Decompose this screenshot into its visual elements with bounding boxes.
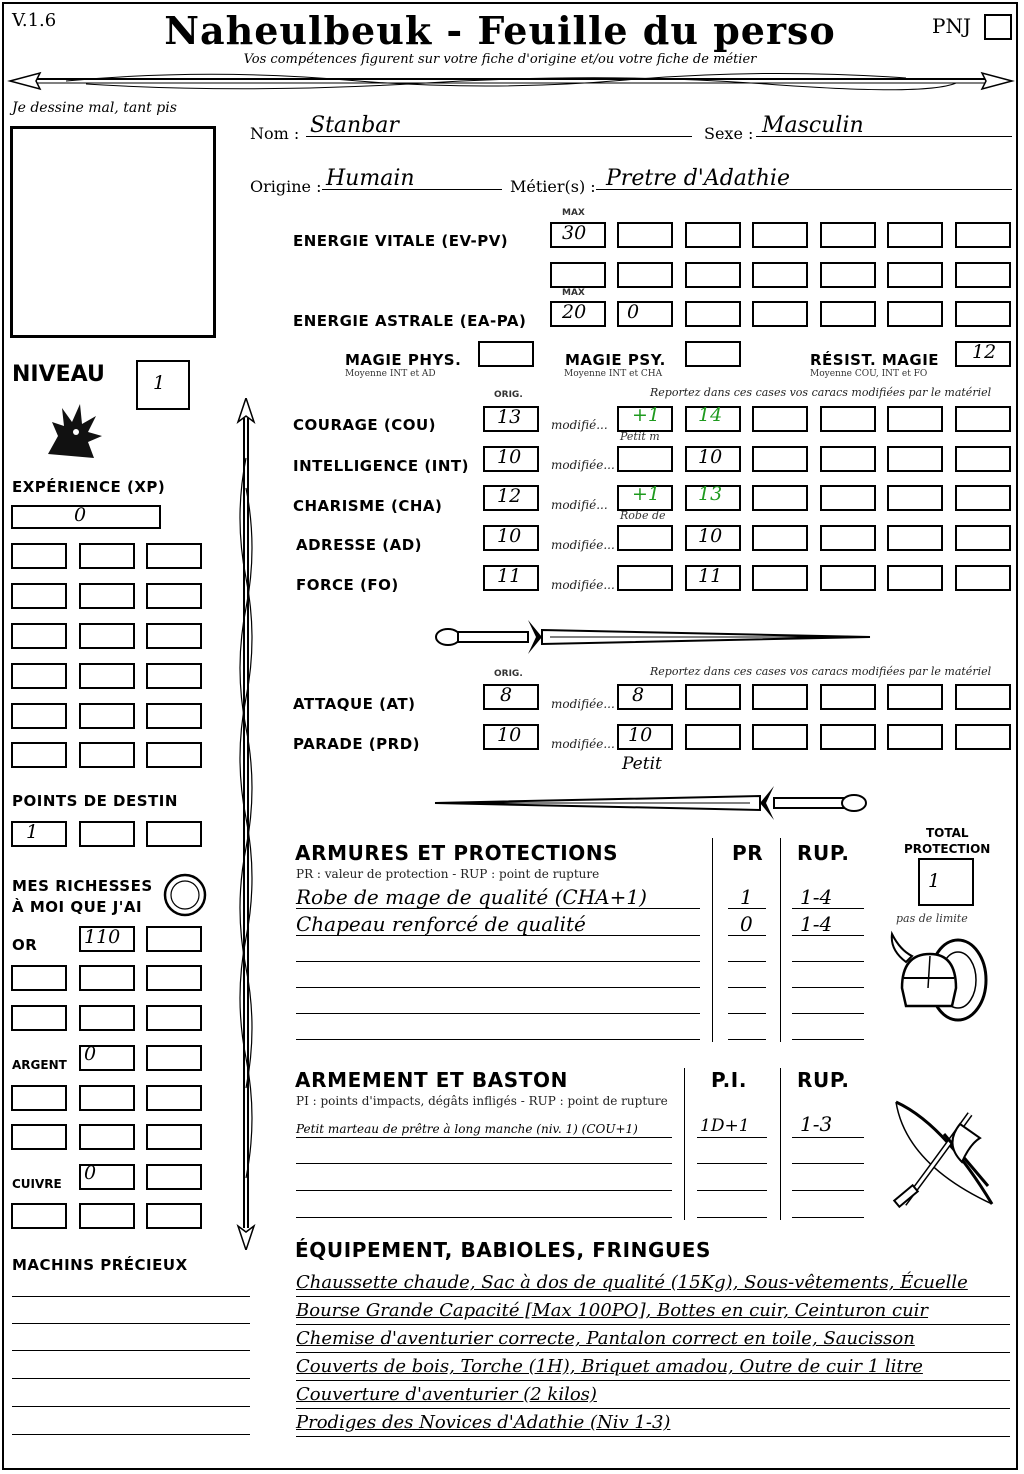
stat-mod-label: modifié... — [551, 498, 608, 512]
equipement-title: ÉQUIPEMENT, BABIOLES, FRINGUES — [295, 1238, 712, 1262]
machins-line[interactable] — [12, 1350, 250, 1351]
stat-extra-box[interactable] — [887, 485, 943, 511]
orig-label: ORIG. — [494, 390, 523, 400]
machins-line[interactable] — [12, 1378, 250, 1379]
stat-extra-box[interactable] — [955, 446, 1011, 472]
stat-extra-box[interactable] — [955, 565, 1011, 591]
stat-mod-label: modifiée... — [551, 538, 615, 552]
sexe-label: Sexe : — [704, 124, 754, 143]
armement-rup-label: RUP. — [797, 1068, 850, 1092]
stat-mod-label: modifiée... — [551, 458, 615, 472]
argent-label: ARGENT — [12, 1058, 67, 1072]
stat-mod-box[interactable] — [617, 525, 673, 551]
combat-extra-box[interactable] — [752, 724, 808, 750]
combat-extra-box[interactable] — [887, 724, 943, 750]
or-label: OR — [12, 936, 38, 954]
armure-name[interactable]: Chapeau renforcé de qualité — [296, 912, 586, 936]
stat-label: ADRESSE (AD) — [296, 536, 423, 554]
xp-grid-box[interactable] — [11, 703, 67, 729]
equipement-line[interactable]: Prodiges des Novices d'Adathie (Niv 1-3) — [296, 1412, 671, 1433]
stat-value: 10 — [698, 525, 723, 547]
stat-orig-value: 10 — [497, 525, 522, 547]
stat-extra-box[interactable] — [752, 565, 808, 591]
or-box[interactable] — [79, 965, 135, 991]
nom-value[interactable]: Stanbar — [310, 113, 399, 138]
armure-line[interactable] — [296, 1013, 700, 1014]
destin-box[interactable] — [146, 821, 202, 847]
xp-grid-box[interactable] — [146, 543, 202, 569]
stat-label: INTELLIGENCE (INT) — [293, 457, 469, 475]
machins-line[interactable] — [12, 1323, 250, 1324]
ev-box[interactable] — [887, 262, 943, 288]
armure-line[interactable] — [296, 987, 700, 988]
armures-note: PR : valeur de protection - RUP : point de rupture — [296, 867, 600, 881]
argent-box[interactable] — [11, 1124, 67, 1150]
stat-extra-box[interactable] — [820, 406, 876, 432]
xp-grid-box[interactable] — [11, 543, 67, 569]
stat-extra-box[interactable] — [820, 565, 876, 591]
stat-mod-note: Petit m — [620, 430, 660, 443]
armure-rup[interactable]: 1-4 — [800, 912, 833, 936]
combat-mod-label: modifiée... — [551, 697, 615, 711]
stat-extra-box[interactable] — [955, 406, 1011, 432]
magie-psy-label: MAGIE PSY. — [565, 351, 666, 369]
portrait-label: Je dessine mal, tant pis — [12, 100, 177, 116]
resist-magie-value: 12 — [972, 341, 997, 363]
arme-line[interactable] — [296, 1190, 672, 1191]
armures-rup-label: RUP. — [797, 841, 850, 865]
arme-name[interactable]: Petit marteau de prêtre à long manche (niv. 1) (COU+1) — [296, 1122, 638, 1136]
xp-grid-box[interactable] — [79, 703, 135, 729]
ea-label: ENERGIE ASTRALE (EA-PA) — [293, 312, 527, 330]
report-note: Reportez dans ces cases vos caracs modifiées par le matériel — [650, 386, 992, 399]
xp-grid-box[interactable] — [11, 742, 67, 768]
report-note: Reportez dans ces cases vos caracs modifiées par le matériel — [650, 665, 992, 678]
stat-orig-value: 11 — [497, 565, 522, 587]
armement-divider — [684, 1068, 685, 1220]
equipement-line[interactable]: Bourse Grande Capacité [Max 100PO], Bottes en cuir, Ceinturon cuir — [296, 1300, 929, 1321]
sword-illustration — [430, 612, 875, 662]
sword-illustration — [430, 778, 875, 828]
sheet-title: Naheulbeuk - Feuille du perso — [164, 8, 836, 53]
stat-mod-value: +1 — [632, 483, 661, 505]
stat-orig-value: 13 — [497, 406, 522, 428]
stat-orig-value: 10 — [497, 446, 522, 468]
helmet-shield-icon — [886, 928, 998, 1030]
or-value: 110 — [84, 926, 121, 948]
arme-rup[interactable]: 1-3 — [800, 1112, 833, 1136]
machins-label: MACHINS PRÉCIEUX — [12, 1256, 188, 1274]
destin-label: POINTS DE DESTIN — [12, 792, 178, 810]
dragon-icon — [40, 396, 106, 464]
pnj-checkbox[interactable] — [984, 14, 1012, 40]
stat-extra-box[interactable] — [752, 446, 808, 472]
metier-value[interactable]: Pretre d'Adathie — [606, 166, 790, 191]
argent-box[interactable] — [11, 1085, 67, 1111]
total-protection-box[interactable] — [918, 858, 974, 906]
magie-phys-note: Moyenne INT et AD — [345, 369, 436, 379]
subtitle: Vos compétences figurent sur votre fiche d'origine et/ou votre fiche de métier — [243, 52, 757, 67]
stat-mod-label: modifiée... — [551, 578, 615, 592]
ea-box[interactable] — [887, 301, 943, 327]
armure-pr[interactable]: 0 — [740, 912, 753, 936]
cuivre-box[interactable] — [79, 1203, 135, 1229]
xp-grid-box[interactable] — [79, 623, 135, 649]
xp-grid-box[interactable] — [146, 663, 202, 689]
coin-icon — [162, 872, 208, 918]
xp-grid-box[interactable] — [11, 623, 67, 649]
ev-box[interactable] — [685, 222, 741, 248]
argent-box[interactable] — [79, 1124, 135, 1150]
magie-phys-box[interactable] — [478, 341, 534, 367]
ev-label: ENERGIE VITALE (EV-PV) — [293, 232, 509, 250]
stat-extra-box[interactable] — [752, 485, 808, 511]
or-box[interactable] — [79, 1005, 135, 1031]
version-label: V.1.6 — [12, 10, 57, 31]
or-box[interactable] — [11, 1005, 67, 1031]
orig-label: ORIG. — [494, 669, 523, 679]
stat-extra-box[interactable] — [955, 485, 1011, 511]
ea-max-label: MAX — [562, 288, 585, 298]
stat-value: 11 — [698, 565, 723, 587]
resist-magie-note: Moyenne COU, INT et FO — [810, 369, 928, 379]
stat-extra-box[interactable] — [887, 525, 943, 551]
stat-mod-value: +1 — [632, 404, 661, 426]
ev-box[interactable] — [820, 262, 876, 288]
armure-pr[interactable]: 1 — [740, 885, 753, 909]
combat-extra-box[interactable] — [887, 684, 943, 710]
destin-box[interactable] — [11, 821, 67, 847]
ev-box[interactable] — [887, 222, 943, 248]
stat-mod-label: modifié... — [551, 418, 608, 432]
xp-grid-box[interactable] — [79, 543, 135, 569]
stat-extra-box[interactable] — [752, 525, 808, 551]
combat-value: 8 — [632, 684, 645, 706]
or-box[interactable] — [11, 965, 67, 991]
stat-orig-value: 12 — [497, 485, 522, 507]
equipement-line[interactable]: Chaussette chaude, Sac à dos de qualité (15Kg), Sous-vêtements, Écuelle — [296, 1272, 968, 1293]
armure-line[interactable] — [296, 961, 700, 962]
or-box[interactable] — [146, 965, 202, 991]
metier-label: Métier(s) : — [510, 177, 596, 196]
argent-box[interactable] — [146, 1045, 202, 1071]
ev-box[interactable] — [685, 262, 741, 288]
cuivre-label: CUIVRE — [12, 1177, 62, 1191]
ea-max-value: 20 — [562, 301, 587, 323]
stat-extra-box[interactable] — [752, 406, 808, 432]
stat-extra-box[interactable] — [887, 406, 943, 432]
combat-extra-box[interactable] — [955, 724, 1011, 750]
combat-extra-box[interactable] — [820, 684, 876, 710]
sexe-value[interactable]: Masculin — [762, 113, 864, 138]
xp-grid-box[interactable] — [79, 583, 135, 609]
armures-title: ARMURES ET PROTECTIONS — [295, 841, 619, 865]
armures-divider — [780, 838, 781, 1042]
machins-line[interactable] — [12, 1406, 250, 1407]
combat-label: PARADE (PRD) — [293, 735, 421, 753]
protection-label: PROTECTION — [904, 842, 991, 856]
parade-note: Petit — [622, 754, 662, 774]
ev-max-label: MAX — [562, 208, 585, 218]
argent-box[interactable] — [146, 1124, 202, 1150]
niveau-label: NIVEAU — [12, 362, 105, 387]
xp-grid-box[interactable] — [146, 583, 202, 609]
ea-box[interactable] — [752, 301, 808, 327]
combat-extra-box[interactable] — [820, 724, 876, 750]
ev-box[interactable] — [955, 222, 1011, 248]
armure-name[interactable]: Robe de mage de qualité (CHA+1) — [296, 885, 647, 909]
argent-box[interactable] — [79, 1085, 135, 1111]
equipement-line[interactable]: Chemise d'aventurier correcte, Pantalon correct en toile, Saucisson — [296, 1328, 915, 1349]
portrait-box[interactable] — [10, 126, 216, 338]
stat-mod-note: Robe de — [620, 509, 666, 522]
stat-label: FORCE (FO) — [296, 576, 399, 594]
argent-box[interactable] — [146, 1085, 202, 1111]
stat-label: CHARISME (CHA) — [293, 497, 443, 515]
xp-grid-box[interactable] — [146, 623, 202, 649]
ea-box[interactable] — [820, 301, 876, 327]
armement-title: ARMEMENT ET BASTON — [295, 1068, 568, 1092]
origine-value[interactable]: Humain — [326, 166, 415, 191]
stat-extra-box[interactable] — [887, 446, 943, 472]
stat-value: 13 — [698, 483, 723, 505]
armures-divider — [712, 838, 713, 1042]
stat-mod-box[interactable] — [617, 446, 673, 472]
combat-extra-box[interactable] — [955, 684, 1011, 710]
pnj-label: PNJ — [932, 14, 971, 38]
stat-extra-box[interactable] — [820, 525, 876, 551]
ev-box[interactable] — [550, 262, 606, 288]
stat-extra-box[interactable] — [820, 485, 876, 511]
cuivre-box[interactable] — [11, 1203, 67, 1229]
equipement-line[interactable]: Couverts de bois, Torche (1H), Briquet amadou, Outre de cuir 1 litre — [296, 1356, 923, 1377]
niveau-value: 1 — [153, 372, 166, 394]
total-note: pas de limite — [896, 912, 968, 925]
xp-grid-box[interactable] — [79, 663, 135, 689]
magie-psy-box[interactable] — [685, 341, 741, 367]
xp-grid-box[interactable] — [11, 663, 67, 689]
xp-grid-box[interactable] — [79, 742, 135, 768]
ea-box[interactable] — [955, 301, 1011, 327]
staff-illustration — [226, 398, 266, 1250]
combat-extra-box[interactable] — [685, 724, 741, 750]
arme-line[interactable] — [296, 1217, 672, 1218]
stat-value: 14 — [698, 404, 723, 426]
combat-extra-box[interactable] — [752, 684, 808, 710]
ev-box[interactable] — [617, 222, 673, 248]
combat-value-box[interactable] — [617, 684, 673, 710]
nom-label: Nom : — [250, 124, 300, 143]
destin-box[interactable] — [79, 821, 135, 847]
resist-magie-label: RÉSIST. MAGIE — [810, 351, 940, 369]
crossed-weapons-icon — [884, 1094, 1004, 1218]
cuivre-box[interactable] — [146, 1164, 202, 1190]
xp-value: 0 — [74, 504, 87, 526]
magie-phys-label: MAGIE PHYS. — [345, 351, 462, 369]
spear-divider — [6, 66, 1016, 96]
cuivre-value: 0 — [84, 1162, 97, 1184]
stat-extra-box[interactable] — [820, 446, 876, 472]
machins-line[interactable] — [12, 1434, 250, 1435]
ev-box[interactable] — [752, 262, 808, 288]
or-box[interactable] — [146, 926, 202, 952]
ev-box[interactable] — [752, 222, 808, 248]
richesses-label-2: À MOI QUE J'AI — [12, 898, 143, 916]
stat-extra-box[interactable] — [955, 525, 1011, 551]
combat-orig-value: 8 — [500, 684, 513, 706]
ea-current-value: 0 — [627, 301, 640, 323]
combat-mod-label: modifiée... — [551, 737, 615, 751]
xp-label: EXPÉRIENCE (XP) — [12, 478, 166, 496]
armement-pi-label: P.I. — [711, 1068, 748, 1092]
total-protection-value: 1 — [928, 870, 941, 892]
armures-pr-label: PR — [732, 841, 764, 865]
ev-box[interactable] — [820, 222, 876, 248]
ev-box[interactable] — [955, 262, 1011, 288]
stat-extra-box[interactable] — [887, 565, 943, 591]
combat-extra-box[interactable] — [685, 684, 741, 710]
magie-psy-note: Moyenne INT et CHA — [564, 369, 663, 379]
cuivre-box[interactable] — [146, 1203, 202, 1229]
total-label: TOTAL — [926, 826, 969, 840]
combat-value: 10 — [628, 724, 653, 746]
ev-max-value: 30 — [562, 222, 587, 244]
combat-orig-value: 10 — [497, 724, 522, 746]
arme-line[interactable] — [296, 1163, 672, 1164]
armement-note: PI : points d'impacts, dégâts infligés - RUP : point de rupture — [296, 1094, 668, 1108]
xp-grid-box[interactable] — [11, 583, 67, 609]
machins-line[interactable] — [12, 1296, 250, 1297]
ea-current-box[interactable] — [617, 301, 673, 327]
ev-box[interactable] — [617, 262, 673, 288]
stat-value: 10 — [698, 446, 723, 468]
xp-grid-box[interactable] — [146, 703, 202, 729]
armure-rup[interactable]: 1-4 — [800, 885, 833, 909]
or-box[interactable] — [146, 1005, 202, 1031]
richesses-label: MES RICHESSES — [12, 877, 153, 895]
origine-label: Origine : — [250, 177, 322, 196]
argent-value: 0 — [84, 1043, 97, 1065]
xp-grid-box[interactable] — [146, 742, 202, 768]
stat-mod-box[interactable] — [617, 565, 673, 591]
equipement-line[interactable]: Couverture d'aventurier (2 kilos) — [296, 1384, 597, 1405]
combat-label: ATTAQUE (AT) — [293, 695, 416, 713]
armement-divider — [780, 1068, 781, 1220]
destin-value: 1 — [26, 821, 39, 843]
ea-box[interactable] — [685, 301, 741, 327]
arme-pi[interactable]: 1D+1 — [700, 1116, 750, 1136]
armure-line[interactable] — [296, 1039, 700, 1040]
stat-label: COURAGE (COU) — [293, 416, 437, 434]
